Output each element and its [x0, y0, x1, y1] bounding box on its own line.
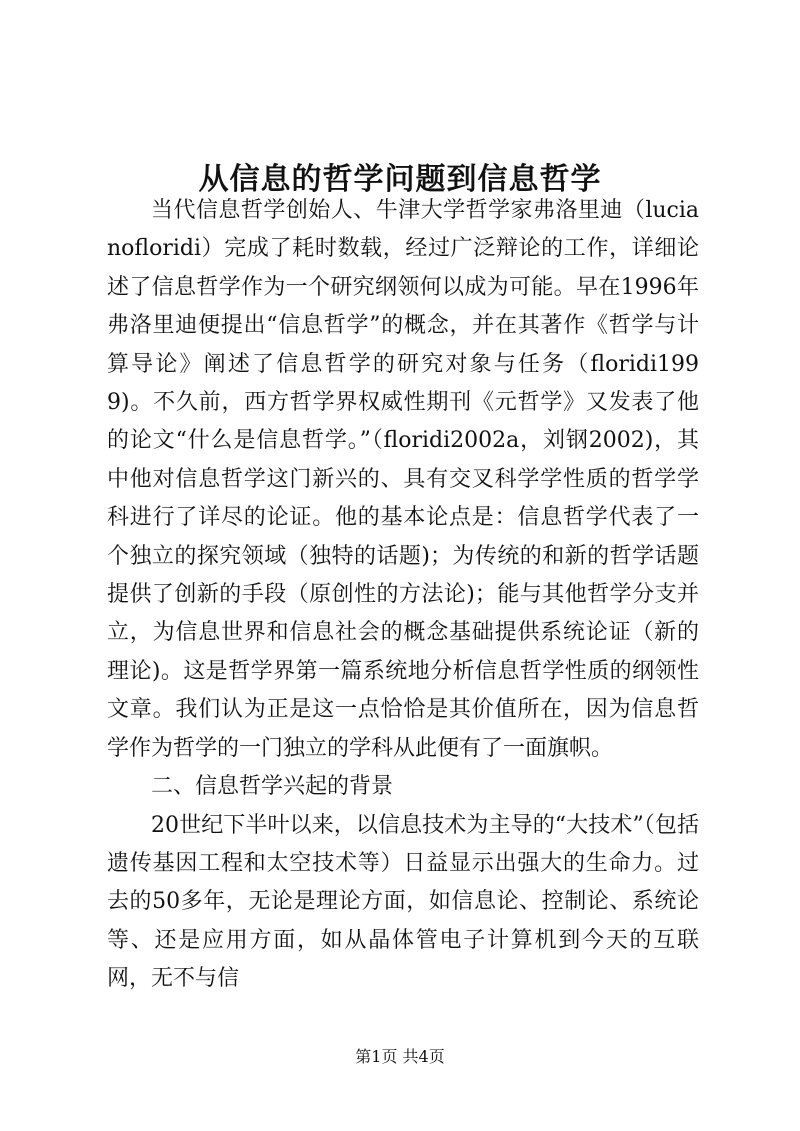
paragraph-background: 20世纪下半叶以来，以信息技术为主导的“大技术”（包括遗传基因工程和太空技术等）日益显示出强大的生命力。过去的50多年，无论是理论方面，如信息论、控制论、系统论等、还是应用方面，如从晶体管电子计算机到今天的互联网，无不与信	[107, 812, 699, 992]
page-footer: 第1页 共4页	[355, 1047, 445, 1066]
page-title: 从信息的哲学问题到信息哲学	[198, 162, 602, 198]
section-heading: 二、信息哲学兴起的背景	[151, 774, 394, 800]
document-body	[107, 192, 699, 999]
paragraph-intro: 当代信息哲学创始人、牛津大学哲学家弗洛里迪（lucianofloridi）完成了耗时数载，经过广泛辩论的工作，详细论述了信息哲学作为一个研究纲领何以成为可能。早在1996年弗洛里迪便提出“信息哲学”的概念，并在其著作《哲学与计算导论》阐述了信息哲学的研究对象与任务（floridi1999)。不久前，西方哲学界权威性期刊《元哲学》又发表了他的论文“什么是信息哲学。”（floridi2002a，刘钢2002)，其中他对信息哲学这门新兴的、具有交叉科学学性质的哲学学科进行了详尽的论证。他的基本论点是：信息哲学代表了一个独立的探究领域（独特的话题)；为传统的和新的哲学话题提供了创新的手段（原创性的方法论)；能与其他哲学分支并立，为信息世界和信息社会的概念基础提供系统论证（新的理论)。这是哲学界第一篇系统地分析信息哲学性质的纲领性文章。我们认为正是这一点恰恰是其价值所在，因为信息哲学作为哲学的一门独立的学科从此便有了一面旗帜。	[107, 198, 699, 761]
